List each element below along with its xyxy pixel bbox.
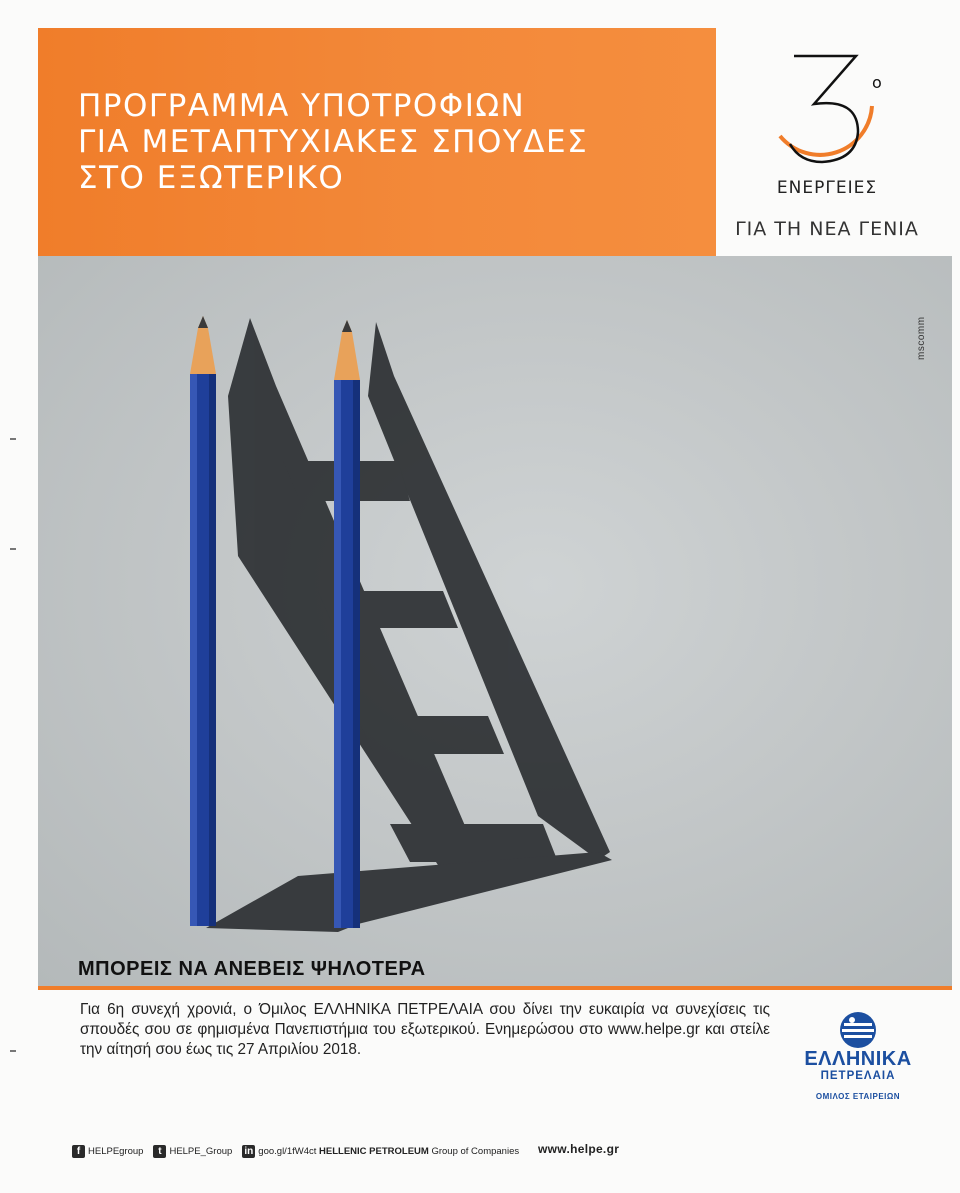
headline-line-1: ΠΡΟΓΡΑΜΜΑ ΥΠΟΤΡΟΦΙΩΝ [78, 88, 526, 124]
facebook-icon: f [72, 1145, 85, 1158]
footer-twitter[interactable] [153, 1145, 232, 1158]
website-link[interactable]: www.helpe.gr [538, 1142, 620, 1156]
scan-mark [10, 1050, 16, 1052]
footer-social [72, 1143, 529, 1159]
anniversary-tagline: ΓΙΑ ΤΗ ΝΕΑ ΓΕΝΙΑ [735, 218, 919, 240]
company-name: ΕΛΛΗΝΙΚΑ [804, 1048, 912, 1070]
pencils-photo [38, 256, 952, 986]
left-pencil [190, 316, 216, 926]
company-emblem-icon [838, 1010, 878, 1050]
ladder-shadow [206, 318, 612, 932]
photo-credit: mscomm [916, 316, 927, 360]
scan-mark [10, 438, 16, 440]
linkedin-url: goo.gl/1fW4ct [258, 1145, 317, 1157]
right-pencil [334, 320, 360, 928]
anniversary-word: ΕΝΕΡΓΕΙΕΣ [776, 178, 878, 198]
tagline: ΜΠΟΡΕΙΣ ΝΑ ΑΝΕΒΕΙΣ ΨΗΛΟΤΕΡΑ [78, 958, 426, 980]
company-group-label: ΟΜΙΛΟΣ ΕΤΑΙΡΕΙΩΝ [815, 1092, 901, 1101]
headline-line-3: ΣΤΟ ΕΞΩΤΕΡΙΚΟ [78, 160, 345, 196]
photo-illustration [38, 256, 952, 986]
footer-linkedin[interactable] [242, 1145, 519, 1158]
body-paragraph: Για 6η συνεχή χρονιά, ο Όμιλος ΕΛΛΗΝΙΚΑ ΠΕΤΡΕΛΑΙΑ σου δίνει την ευκαιρία να συνεχίσεις τις σπουδές σου σε φημισμένα Πανεπιστήμια του εξωτερικού. Ενημερώσου στο www.helpe.gr και στείλε την αίτησή σου έως τις 27 Απριλίου 2018. [80, 1001, 770, 1058]
orange-divider [38, 986, 952, 990]
footer-facebook[interactable] [72, 1145, 143, 1158]
headline [78, 88, 678, 196]
anniversary-logo [762, 36, 902, 176]
twitter-icon: t [153, 1145, 166, 1158]
facebook-handle: HELPEgroup [88, 1145, 144, 1157]
anniversary-degree: o [872, 73, 882, 92]
company-subname: ΠΕΤΡΕΛΑΙΑ [820, 1070, 896, 1082]
linkedin-icon: in [242, 1145, 255, 1158]
headline-line-2: ΓΙΑ ΜΕΤΑΠΤΥΧΙΑΚΕΣ ΣΠΟΥΔΕΣ [78, 124, 589, 160]
twitter-handle: HELPE_Group [169, 1145, 233, 1157]
scan-mark [10, 548, 16, 550]
linkedin-suffix: Group of Companies [431, 1145, 520, 1157]
linkedin-company: HELLENIC PETROLEUM [319, 1145, 429, 1157]
